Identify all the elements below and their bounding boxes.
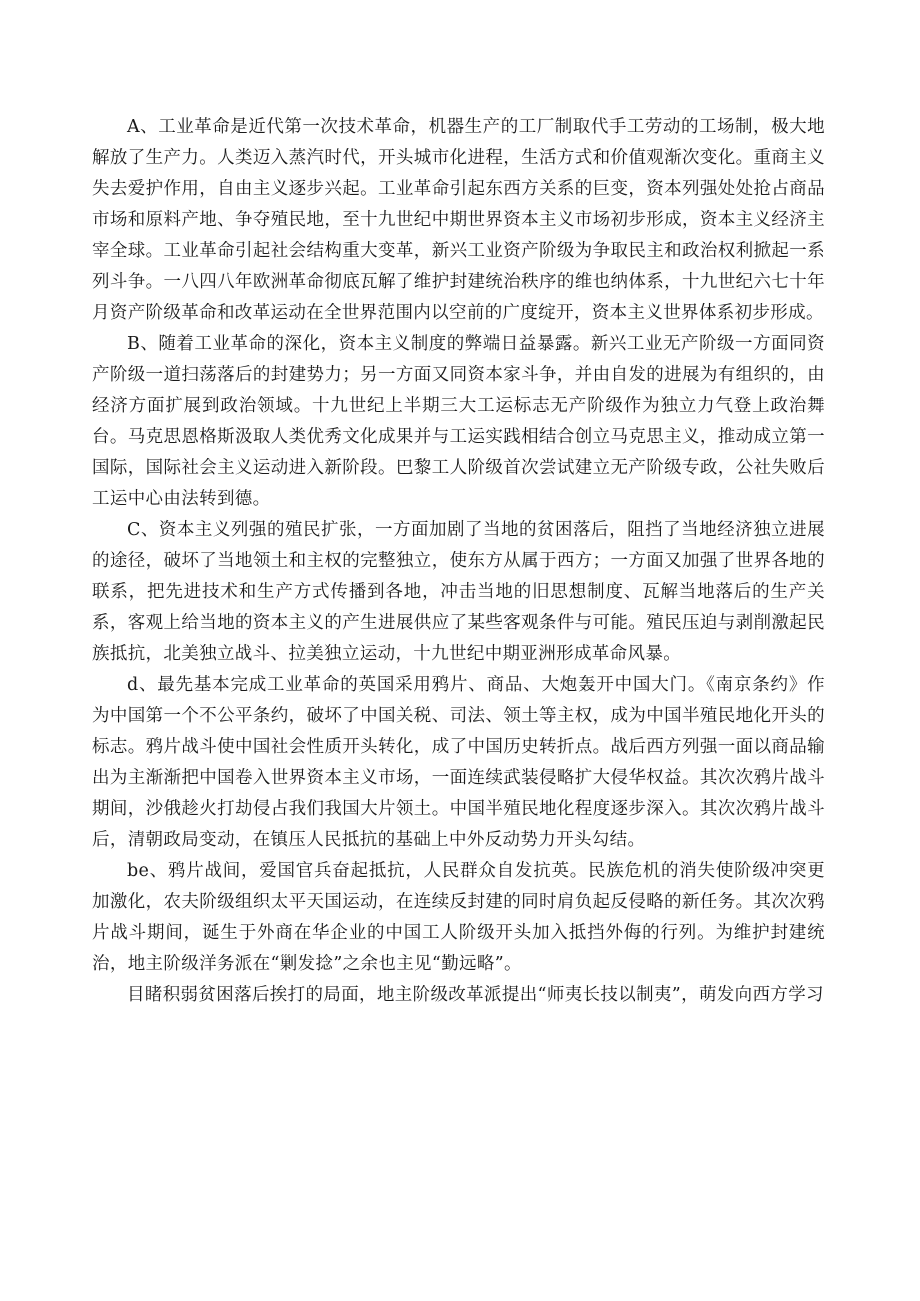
paragraph-c: C、资本主义列强的殖民扩张，一方面加剧了当地的贫困落后，阻挡了当地经济独立进展的途径，破坏了当地领土和主权的完整独立，使东方从属于西方；一方面又加强了世界各地的联系，把先进技术和生产方式传播到各地，冲击当地的旧思想制度、瓦解当地落后的生产关系，客观上给当地的资本主义的产生进展供应了某些客观条件与可能。殖民压迫与剥削激起民族抵抗，北美独立战斗、拉美独立运动，十九世纪中期亚洲形成革命风暴。 [92,520,825,664]
document-body [92,112,825,1011]
paragraph-a: A、工业革命是近代第一次技术革命，机器生产的工厂制取代手工劳动的工场制，极大地解放了生产力。人类迈入蒸汽时代，开头城市化进程，生活方式和价值观渐次变化。重商主义失去爱护作用，自由主义逐步兴起。工业革命引起东西方关系的巨变，资本列强处处抢占商品市场和原料产地、争夺殖民地，至十九世纪中期世界资本主义市场初步形成，资本主义经济主宰全球。工业革命引起社会结构重大变革，新兴工业资产阶级为争取民主和政治权利掀起一系列斗争。一八四八年欧洲革命彻底瓦解了维护封建统治秩序的维也纳体系，十九世纪六七十年月资产阶级革命和改革运动在全世界范围内以空前的广度绽开，资本主义世界体系初步形成。 [92,117,825,323]
paragraph-f: 目睹积弱贫困落后挨打的局面，地主阶级改革派提出“师夷长技以制夷”，萌发向西方学习 [127,985,824,1005]
paragraph-e: be、鸦片战间，爱国官兵奋起抵抗，人民群众自发抗英。民族危机的消失使阶级冲突更加激化，农夫阶级组织太平天国运动，在连续反封建的同时肩负起反侵略的新任务。其次次鸦片战斗期间，诞生于外商在华企业的中国工人阶级开头加入抵挡外侮的行列。为维护封建统治，地主阶级洋务派在“剿发捻”之余也主见“勤远略”。 [92,861,825,974]
paragraph-b: B、随着工业革命的深化，资本主义制度的弊端日益暴露。新兴工业无产阶级一方面同资产阶级一道扫荡落后的封建势力；另一方面又同资本家斗争，并由自发的进展为有组织的，由经济方面扩展到政治领域。十九世纪上半期三大工运标志无产阶级作为独立力气登上政治舞台。马克思恩格斯汲取人类优秀文化成果并与工运实践相结合创立马克思主义，推动成立第一国际，国际社会主义运动进入新阶段。巴黎工人阶级首次尝试建立无产阶级专政，公社失败后工运中心由法转到德。 [92,334,825,509]
paragraph-d: d、最先基本完成工业革命的英国采用鸦片、商品、大炮轰开中国大门。《南京条约》作为中国第一个不公平条约，破坏了中国关税、司法、领土等主权，成为中国半殖民地化开头的标志。鸦片战斗使中国社会性质开头转化，成了中国历史转折点。战后西方列强一面以商品输出为主渐渐把中国卷入世界资本主义市场，一面连续武装侵略扩大侵华权益。其次次鸦片战斗期间，沙俄趁火打劫侵占我们我国大片领土。中国半殖民地化程度逐步深入。其次次鸦片战斗后，清朝政局变动，在镇压人民抵抗的基础上中外反动势力开头勾结。 [92,675,825,850]
